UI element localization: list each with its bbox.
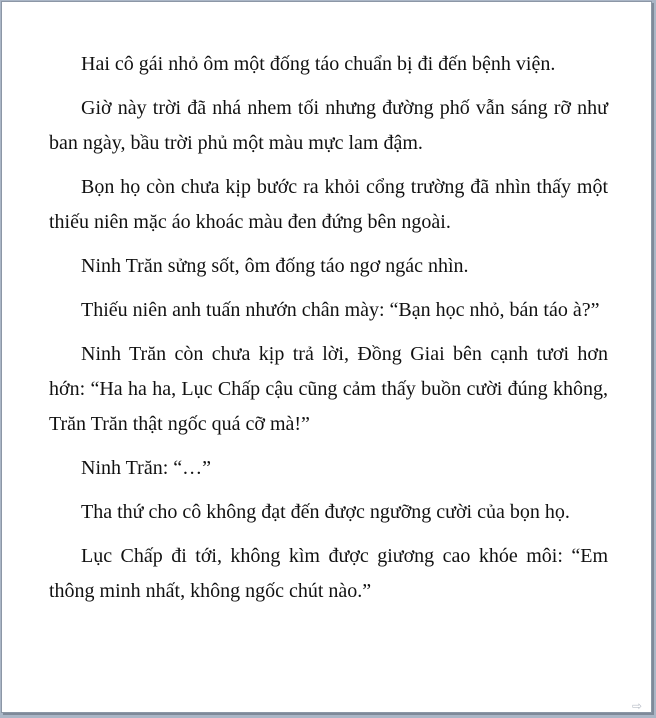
paragraph: Hai cô gái nhỏ ôm một đống táo chuẩn bị đi đến bệnh viện. bbox=[81, 53, 556, 75]
paragraph: Ninh Trăn còn chưa kịp trả lời, Đồng Giai bên cạnh tươi hơn hớn: “Ha ha ha, Lục Chấp cậu cũng cảm thấy buồn cười đúng không, Trăn Trăn thật ngốc quá cỡ mà!” bbox=[49, 343, 608, 435]
paragraph: Lục Chấp đi tới, không kìm được giương cao khóe môi: “Em thông minh nhất, không ngốc chút nào.” bbox=[49, 545, 608, 602]
page-content bbox=[49, 47, 608, 618]
paragraph: Tha thứ cho cô không đạt đến được ngưỡng cười của bọn họ. bbox=[81, 501, 570, 523]
paragraph: Bọn họ còn chưa kịp bước ra khỏi cổng trường đã nhìn thấy một thiếu niên mặc áo khoác màu đen đứng bên ngoài. bbox=[49, 176, 608, 233]
paragraph: Ninh Trăn sửng sốt, ôm đống táo ngơ ngác nhìn. bbox=[81, 255, 469, 277]
paragraph: Giờ này trời đã nhá nhem tối nhưng đường phố vẫn sáng rỡ như ban ngày, bầu trời phủ một màu mực lam đậm. bbox=[49, 97, 608, 154]
arrow-right-icon[interactable]: ⇨ bbox=[632, 699, 643, 713]
document-page bbox=[1, 1, 652, 713]
paragraph: Thiếu niên anh tuấn nhướn chân mày: “Bạn học nhỏ, bán táo à?” bbox=[81, 299, 600, 321]
paragraph: Ninh Trăn: “…” bbox=[81, 457, 211, 479]
